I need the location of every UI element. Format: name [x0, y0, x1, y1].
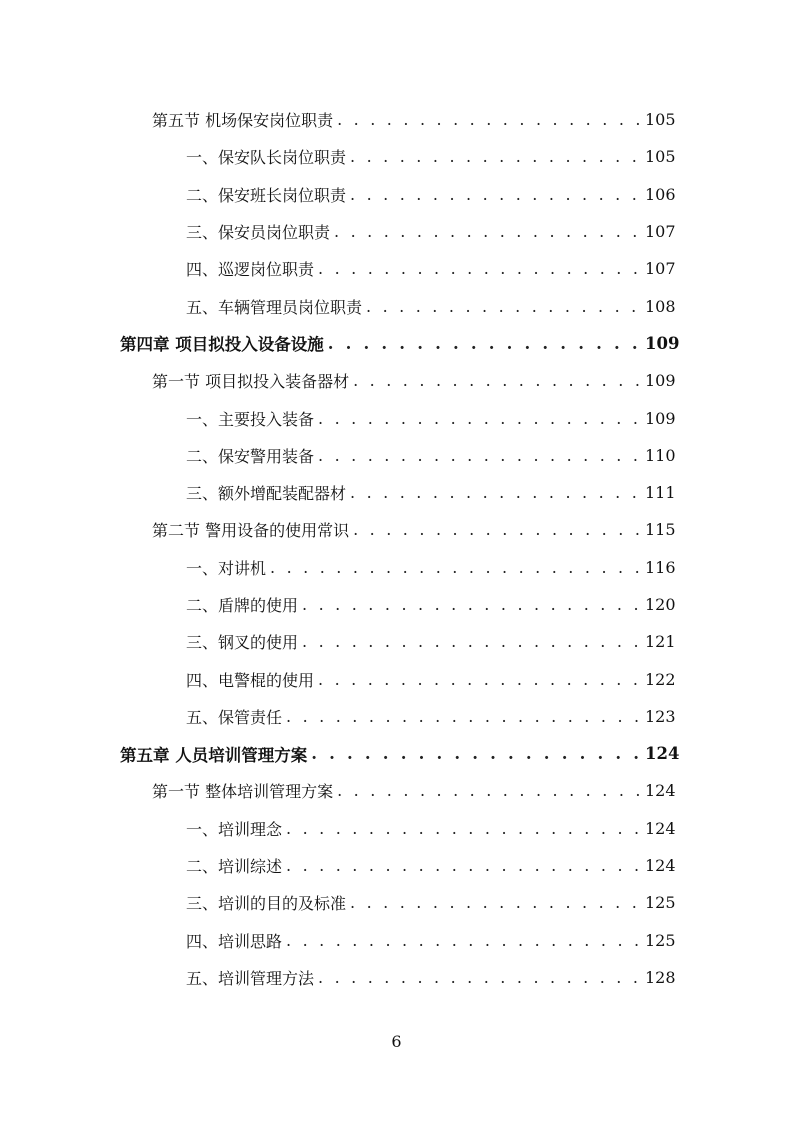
toc-dot-leader	[286, 931, 641, 950]
toc-subsection-entry[interactable]	[0, 660, 793, 697]
toc-subsection-entry[interactable]	[0, 922, 793, 959]
table-of-contents	[0, 101, 793, 996]
toc-entry-title: 一、培训理念	[186, 819, 283, 839]
toc-entry-page: 122	[645, 669, 676, 689]
toc-entry-title: 一、主要投入装备	[186, 409, 315, 429]
toc-chapter-entry[interactable]	[0, 325, 793, 362]
toc-dot-leader	[318, 259, 641, 278]
toc-section-entry[interactable]	[0, 511, 793, 548]
toc-dot-leader	[334, 222, 641, 241]
toc-dot-leader	[337, 110, 641, 129]
toc-subsection-entry[interactable]	[0, 399, 793, 436]
toc-entry-page: 109	[645, 408, 676, 428]
toc-entry-page: 109	[645, 333, 680, 353]
toc-dot-leader	[350, 893, 641, 912]
toc-dot-leader	[286, 707, 641, 726]
toc-entry-title: 三、保安员岗位职责	[186, 223, 331, 243]
toc-dot-leader	[366, 297, 641, 316]
toc-entry-page: 128	[645, 967, 676, 987]
toc-subsection-entry[interactable]	[0, 810, 793, 847]
toc-dot-leader	[337, 781, 641, 800]
toc-subsection-entry[interactable]	[0, 138, 793, 175]
toc-dot-leader	[350, 483, 641, 502]
toc-section-entry[interactable]	[0, 101, 793, 138]
toc-entry-title: 第一节 整体培训管理方案	[152, 782, 334, 802]
toc-entry-title: 第二节 警用设备的使用常识	[152, 521, 350, 541]
toc-entry-page: 109	[645, 371, 676, 391]
toc-dot-leader	[350, 147, 641, 166]
toc-entry-title: 二、培训综述	[186, 857, 283, 877]
toc-entry-page: 106	[645, 184, 676, 204]
toc-entry-page: 111	[645, 483, 676, 503]
toc-entry-page: 107	[645, 259, 676, 279]
toc-entry-title: 一、对讲机	[186, 558, 267, 578]
toc-dot-leader	[286, 819, 641, 838]
toc-entry-page: 125	[645, 930, 676, 950]
toc-subsection-entry[interactable]	[0, 176, 793, 213]
toc-subsection-entry[interactable]	[0, 437, 793, 474]
toc-entry-title: 二、盾牌的使用	[186, 596, 299, 615]
toc-entry-page: 105	[645, 147, 676, 167]
toc-entry-title: 第四章 项目拟投入设备设施	[120, 335, 324, 355]
toc-entry-page: 115	[645, 520, 676, 540]
toc-entry-page: 123	[645, 706, 676, 726]
toc-dot-leader	[302, 595, 641, 614]
toc-subsection-entry[interactable]	[0, 213, 793, 250]
toc-subsection-entry[interactable]	[0, 623, 793, 660]
toc-entry-page: 110	[645, 445, 676, 465]
toc-entry-title: 四、巡逻岗位职责	[186, 260, 315, 280]
toc-subsection-entry[interactable]	[0, 586, 793, 623]
toc-dot-leader	[302, 632, 641, 651]
toc-entry-title: 一、保安队长岗位职责	[186, 148, 347, 168]
toc-entry-title: 第一节 项目拟投入装备器材	[152, 372, 350, 392]
toc-subsection-entry[interactable]	[0, 884, 793, 921]
toc-subsection-entry[interactable]	[0, 287, 793, 324]
toc-dot-leader	[286, 856, 641, 875]
toc-dot-leader	[328, 334, 641, 353]
toc-dot-leader	[318, 409, 641, 428]
toc-entry-title: 五、培训管理方法	[186, 968, 315, 988]
toc-entry-page: 108	[645, 296, 676, 316]
toc-section-entry[interactable]	[0, 772, 793, 809]
toc-entry-title: 第五节 机场保安岗位职责	[152, 111, 334, 131]
toc-chapter-entry[interactable]	[0, 735, 793, 772]
toc-entry-page: 124	[645, 744, 680, 764]
toc-entry-title: 第五章 人员培训管理方案	[120, 745, 308, 765]
toc-dot-leader	[353, 520, 641, 539]
toc-dot-leader	[311, 744, 641, 763]
toc-dot-leader	[318, 670, 641, 689]
toc-subsection-entry[interactable]	[0, 698, 793, 735]
toc-entry-title: 三、培训的目的及标准	[186, 894, 347, 914]
toc-subsection-entry[interactable]	[0, 847, 793, 884]
toc-entry-title: 五、车辆管理员岗位职责	[186, 297, 363, 317]
toc-dot-leader	[350, 185, 641, 204]
toc-entry-page: 105	[645, 110, 676, 130]
toc-entry-page: 124	[645, 781, 676, 801]
toc-entry-title: 三、额外增配装配器材	[186, 484, 347, 504]
toc-subsection-entry[interactable]	[0, 474, 793, 511]
toc-entry-page: 116	[645, 557, 676, 577]
toc-entry-page: 125	[645, 893, 676, 913]
toc-entry-page: 121	[645, 632, 676, 652]
toc-dot-leader	[270, 558, 641, 577]
toc-subsection-entry[interactable]	[0, 959, 793, 996]
toc-entry-title: 三、钢叉的使用	[186, 633, 299, 653]
toc-entry-page: 120	[645, 595, 676, 614]
toc-entry-title: 四、电警棍的使用	[186, 670, 315, 690]
toc-subsection-entry[interactable]	[0, 549, 793, 586]
toc-dot-leader	[353, 371, 641, 390]
toc-entry-page: 124	[645, 856, 676, 876]
toc-entry-page: 124	[645, 818, 676, 838]
toc-dot-leader	[318, 446, 641, 465]
toc-entry-title: 二、保安警用装备	[186, 446, 315, 466]
toc-entry-title: 四、培训思路	[186, 931, 283, 951]
page-number: 6	[391, 1032, 402, 1051]
toc-entry-page: 107	[645, 222, 676, 242]
toc-entry-title: 二、保安班长岗位职责	[186, 185, 347, 205]
toc-subsection-entry[interactable]	[0, 250, 793, 287]
toc-dot-leader	[318, 968, 641, 987]
toc-section-entry[interactable]	[0, 362, 793, 399]
toc-entry-title: 五、保管责任	[186, 707, 283, 727]
